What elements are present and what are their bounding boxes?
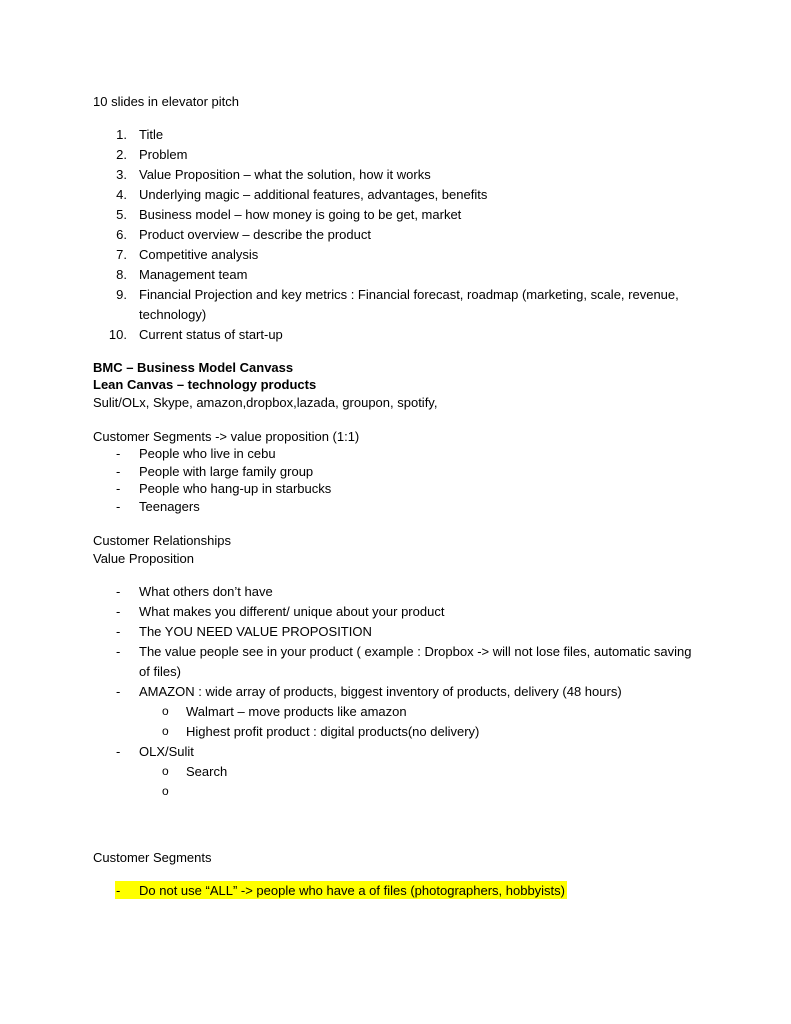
list-number: 2. xyxy=(116,147,127,162)
sub-list-item: Highest profit product : digital products(no delivery) xyxy=(186,724,480,739)
list-item: People who live in cebu xyxy=(139,446,276,461)
list-number: 3. xyxy=(116,167,127,182)
bullet-dash: - xyxy=(116,883,121,898)
bullet-dash: - xyxy=(116,446,121,461)
list-item: OLX/Sulit xyxy=(139,744,194,759)
list-number: 4. xyxy=(116,187,127,202)
list-item: Value Proposition – what the solution, how it works xyxy=(139,167,431,182)
examples-line: Sulit/OLx, Skype, amazon,dropbox,lazada, groupon, spotify, xyxy=(93,395,438,410)
list-item: Management team xyxy=(139,267,248,282)
bullet-dash: - xyxy=(116,644,121,659)
bullet-circle: o xyxy=(162,784,169,798)
bmc-title: BMC – Business Model Canvass xyxy=(93,360,294,375)
list-item: Current status of start-up xyxy=(139,327,283,342)
list-item: The YOU NEED VALUE PROPOSITION xyxy=(139,624,372,639)
bullet-dash: - xyxy=(116,464,121,479)
list-item: Business model – how money is going to be get, market xyxy=(139,207,462,222)
list-item: People with large family group xyxy=(139,464,314,479)
bullet-dash: - xyxy=(116,499,121,514)
list-item: The value people see in your product ( example : Dropbox -> will not lose files, automatic saving xyxy=(139,644,692,659)
list-item: What others don’t have xyxy=(139,584,273,599)
list-item: Title xyxy=(139,127,164,142)
list-item: People who hang-up in starbucks xyxy=(139,481,332,496)
list-number: 9. xyxy=(116,287,127,302)
list-item-continuation: of files) xyxy=(139,664,181,679)
bullet-dash: - xyxy=(116,604,121,619)
list-item: Problem xyxy=(139,147,188,162)
bullet-dash: - xyxy=(116,481,121,496)
sub-list-item: Search xyxy=(186,764,228,779)
list-item: Product overview – describe the product xyxy=(139,227,371,242)
bullet-circle: o xyxy=(162,724,169,738)
highlighted-list-item: Do not use “ALL” -> people who have a of files (photographers, hobbyists) xyxy=(139,883,565,898)
bullet-dash: - xyxy=(116,744,121,759)
value-prop-heading: Value Proposition xyxy=(93,551,194,566)
list-item: What makes you different/ unique about your product xyxy=(139,604,445,619)
doc-heading: 10 slides in elevator pitch xyxy=(93,94,239,109)
list-number: 1. xyxy=(116,127,127,142)
bullet-dash: - xyxy=(116,684,121,699)
list-number: 10. xyxy=(108,327,127,342)
bullet-dash: - xyxy=(116,584,121,599)
list-item-continuation: technology) xyxy=(139,307,207,322)
bullet-circle: o xyxy=(162,764,169,778)
segments-heading: Customer Segments -> value proposition (1:1) xyxy=(93,429,360,444)
list-number: 6. xyxy=(116,227,127,242)
bullet-dash: - xyxy=(116,624,121,639)
list-number: 5. xyxy=(116,207,127,222)
list-item: AMAZON : wide array of products, biggest inventory of products, delivery (48 hours) xyxy=(139,684,622,699)
segments2-heading: Customer Segments xyxy=(93,850,212,865)
list-item: Underlying magic – additional features, advantages, benefits xyxy=(139,187,488,202)
relationships-heading: Customer Relationships xyxy=(93,533,232,548)
sub-list-item: Walmart – move products like amazon xyxy=(186,704,407,719)
list-number: 7. xyxy=(116,247,127,262)
list-item: Financial Projection and key metrics : Financial forecast, roadmap (marketing, scale, revenue, xyxy=(139,287,679,302)
bullet-circle: o xyxy=(162,704,169,718)
list-item: Teenagers xyxy=(139,499,200,514)
list-item: Competitive analysis xyxy=(139,247,259,262)
list-number: 8. xyxy=(116,267,127,282)
lean-canvas-title: Lean Canvas – technology products xyxy=(93,377,317,392)
